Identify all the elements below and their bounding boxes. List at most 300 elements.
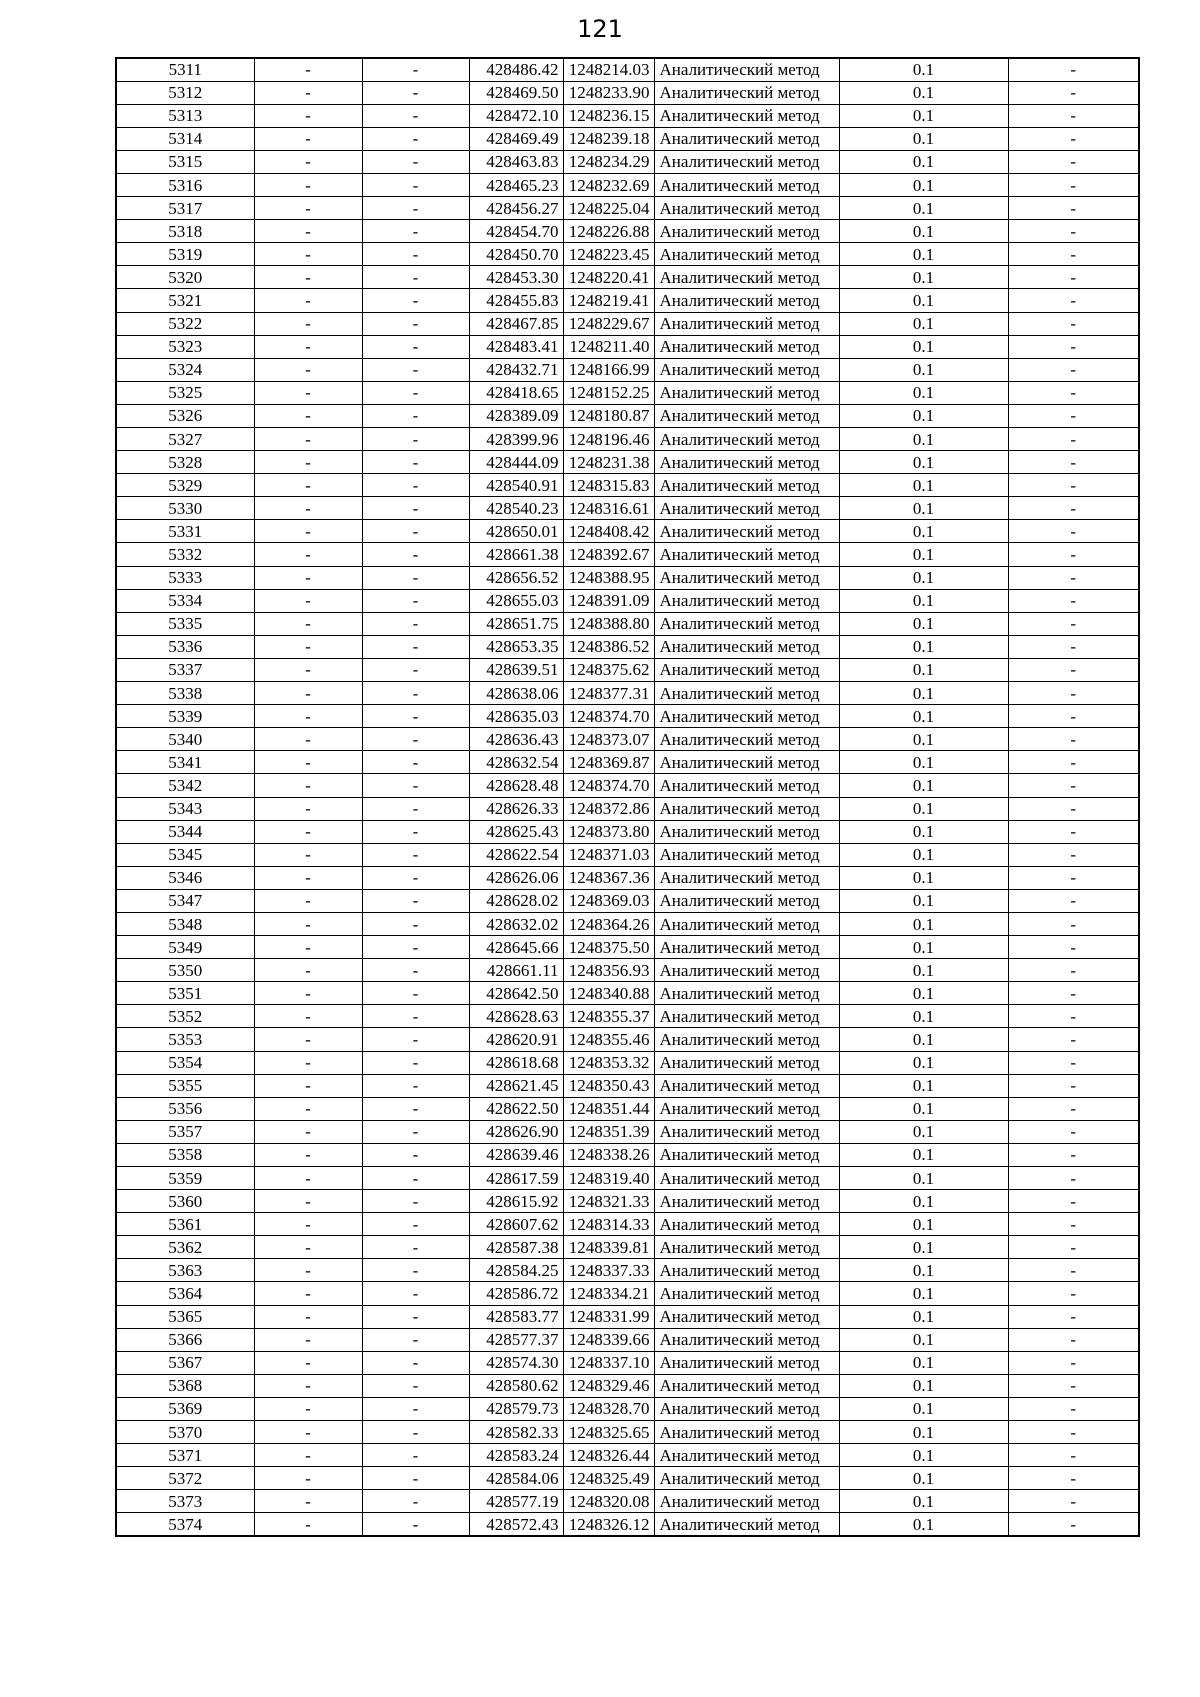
empty-dash-cell: - <box>362 1120 469 1143</box>
point-number-cell: 5320 <box>116 266 254 289</box>
accuracy-cell: 0.1 <box>839 381 1008 404</box>
point-number-cell: 5328 <box>116 451 254 474</box>
x-coordinate-cell: 428650.01 <box>469 520 563 543</box>
empty-dash-cell: - <box>1008 1444 1139 1467</box>
point-number-cell: 5353 <box>116 1028 254 1051</box>
y-coordinate-cell: 1248232.69 <box>563 173 654 196</box>
x-coordinate-cell: 428582.33 <box>469 1421 563 1444</box>
empty-dash-cell: - <box>362 358 469 381</box>
empty-dash-cell: - <box>1008 774 1139 797</box>
accuracy-cell: 0.1 <box>839 543 1008 566</box>
x-coordinate-cell: 428626.33 <box>469 797 563 820</box>
empty-dash-cell: - <box>362 381 469 404</box>
table-body <box>116 58 1139 1536</box>
point-number-cell: 5319 <box>116 243 254 266</box>
y-coordinate-cell: 1248386.52 <box>563 635 654 658</box>
point-number-cell: 5374 <box>116 1513 254 1536</box>
table-row <box>116 1190 1139 1213</box>
x-coordinate-cell: 428577.19 <box>469 1490 563 1513</box>
table-row <box>116 312 1139 335</box>
table-row <box>116 1236 1139 1259</box>
point-number-cell: 5354 <box>116 1051 254 1074</box>
empty-dash-cell: - <box>254 543 362 566</box>
point-number-cell: 5323 <box>116 335 254 358</box>
accuracy-cell: 0.1 <box>839 1074 1008 1097</box>
accuracy-cell: 0.1 <box>839 428 1008 451</box>
table-row <box>116 243 1139 266</box>
empty-dash-cell: - <box>1008 635 1139 658</box>
method-cell: Аналитический метод <box>654 1190 839 1213</box>
x-coordinate-cell: 428469.50 <box>469 81 563 104</box>
y-coordinate-cell: 1248166.99 <box>563 358 654 381</box>
empty-dash-cell: - <box>1008 197 1139 220</box>
method-cell: Аналитический метод <box>654 1374 839 1397</box>
empty-dash-cell: - <box>1008 1074 1139 1097</box>
table-row <box>116 774 1139 797</box>
accuracy-cell: 0.1 <box>839 266 1008 289</box>
method-cell: Аналитический метод <box>654 612 839 635</box>
empty-dash-cell: - <box>362 566 469 589</box>
accuracy-cell: 0.1 <box>839 58 1008 81</box>
empty-dash-cell: - <box>1008 1397 1139 1420</box>
empty-dash-cell: - <box>254 497 362 520</box>
empty-dash-cell: - <box>1008 335 1139 358</box>
method-cell: Аналитический метод <box>654 197 839 220</box>
method-cell: Аналитический метод <box>654 658 839 681</box>
accuracy-cell: 0.1 <box>839 866 1008 889</box>
point-number-cell: 5334 <box>116 589 254 612</box>
empty-dash-cell: - <box>1008 705 1139 728</box>
y-coordinate-cell: 1248211.40 <box>563 335 654 358</box>
empty-dash-cell: - <box>254 243 362 266</box>
empty-dash-cell: - <box>254 520 362 543</box>
y-coordinate-cell: 1248391.09 <box>563 589 654 612</box>
table-row <box>116 912 1139 935</box>
point-number-cell: 5346 <box>116 866 254 889</box>
empty-dash-cell: - <box>362 1167 469 1190</box>
empty-dash-cell: - <box>362 658 469 681</box>
empty-dash-cell: - <box>254 1374 362 1397</box>
point-number-cell: 5321 <box>116 289 254 312</box>
table-row <box>116 1167 1139 1190</box>
x-coordinate-cell: 428432.71 <box>469 358 563 381</box>
empty-dash-cell: - <box>1008 843 1139 866</box>
method-cell: Аналитический метод <box>654 266 839 289</box>
y-coordinate-cell: 1248233.90 <box>563 81 654 104</box>
empty-dash-cell: - <box>362 1282 469 1305</box>
point-number-cell: 5357 <box>116 1120 254 1143</box>
y-coordinate-cell: 1248372.86 <box>563 797 654 820</box>
empty-dash-cell: - <box>362 912 469 935</box>
accuracy-cell: 0.1 <box>839 150 1008 173</box>
empty-dash-cell: - <box>254 1513 362 1536</box>
y-coordinate-cell: 1248326.44 <box>563 1444 654 1467</box>
x-coordinate-cell: 428584.25 <box>469 1259 563 1282</box>
empty-dash-cell: - <box>362 543 469 566</box>
point-number-cell: 5339 <box>116 705 254 728</box>
empty-dash-cell: - <box>362 797 469 820</box>
table-row <box>116 889 1139 912</box>
accuracy-cell: 0.1 <box>839 1513 1008 1536</box>
table-row <box>116 589 1139 612</box>
empty-dash-cell: - <box>254 1305 362 1328</box>
empty-dash-cell: - <box>1008 58 1139 81</box>
y-coordinate-cell: 1248373.80 <box>563 820 654 843</box>
table-row <box>116 1490 1139 1513</box>
empty-dash-cell: - <box>362 889 469 912</box>
table-row <box>116 635 1139 658</box>
empty-dash-cell: - <box>254 728 362 751</box>
point-number-cell: 5313 <box>116 104 254 127</box>
table-row <box>116 58 1139 81</box>
table-row <box>116 936 1139 959</box>
x-coordinate-cell: 428622.50 <box>469 1097 563 1120</box>
x-coordinate-cell: 428656.52 <box>469 566 563 589</box>
x-coordinate-cell: 428444.09 <box>469 451 563 474</box>
empty-dash-cell: - <box>1008 428 1139 451</box>
method-cell: Аналитический метод <box>654 1213 839 1236</box>
accuracy-cell: 0.1 <box>839 312 1008 335</box>
empty-dash-cell: - <box>254 150 362 173</box>
empty-dash-cell: - <box>254 820 362 843</box>
method-cell: Аналитический метод <box>654 982 839 1005</box>
empty-dash-cell: - <box>362 197 469 220</box>
table-row <box>116 1213 1139 1236</box>
point-number-cell: 5324 <box>116 358 254 381</box>
empty-dash-cell: - <box>362 843 469 866</box>
method-cell: Аналитический метод <box>654 705 839 728</box>
x-coordinate-cell: 428453.30 <box>469 266 563 289</box>
method-cell: Аналитический метод <box>654 1051 839 1074</box>
point-number-cell: 5316 <box>116 173 254 196</box>
accuracy-cell: 0.1 <box>839 705 1008 728</box>
accuracy-cell: 0.1 <box>839 658 1008 681</box>
point-number-cell: 5325 <box>116 381 254 404</box>
x-coordinate-cell: 428574.30 <box>469 1351 563 1374</box>
accuracy-cell: 0.1 <box>839 959 1008 982</box>
x-coordinate-cell: 428455.83 <box>469 289 563 312</box>
empty-dash-cell: - <box>1008 451 1139 474</box>
empty-dash-cell: - <box>362 751 469 774</box>
y-coordinate-cell: 1248315.83 <box>563 474 654 497</box>
y-coordinate-cell: 1248374.70 <box>563 774 654 797</box>
empty-dash-cell: - <box>362 1305 469 1328</box>
point-number-cell: 5345 <box>116 843 254 866</box>
x-coordinate-cell: 428638.06 <box>469 682 563 705</box>
accuracy-cell: 0.1 <box>839 289 1008 312</box>
method-cell: Аналитический метод <box>654 404 839 427</box>
method-cell: Аналитический метод <box>654 1444 839 1467</box>
empty-dash-cell: - <box>254 1005 362 1028</box>
point-number-cell: 5356 <box>116 1097 254 1120</box>
table-row <box>116 1005 1139 1028</box>
empty-dash-cell: - <box>254 428 362 451</box>
empty-dash-cell: - <box>254 451 362 474</box>
x-coordinate-cell: 428639.51 <box>469 658 563 681</box>
method-cell: Аналитический метод <box>654 520 839 543</box>
empty-dash-cell: - <box>254 1421 362 1444</box>
empty-dash-cell: - <box>254 127 362 150</box>
table-row <box>116 266 1139 289</box>
x-coordinate-cell: 428642.50 <box>469 982 563 1005</box>
empty-dash-cell: - <box>254 1328 362 1351</box>
y-coordinate-cell: 1248229.67 <box>563 312 654 335</box>
empty-dash-cell: - <box>1008 1190 1139 1213</box>
y-coordinate-cell: 1248339.81 <box>563 1236 654 1259</box>
method-cell: Аналитический метод <box>654 1490 839 1513</box>
x-coordinate-cell: 428540.91 <box>469 474 563 497</box>
table-row <box>116 197 1139 220</box>
empty-dash-cell: - <box>362 127 469 150</box>
accuracy-cell: 0.1 <box>839 197 1008 220</box>
point-number-cell: 5342 <box>116 774 254 797</box>
y-coordinate-cell: 1248319.40 <box>563 1167 654 1190</box>
point-number-cell: 5315 <box>116 150 254 173</box>
accuracy-cell: 0.1 <box>839 127 1008 150</box>
accuracy-cell: 0.1 <box>839 1421 1008 1444</box>
empty-dash-cell: - <box>1008 289 1139 312</box>
x-coordinate-cell: 428579.73 <box>469 1397 563 1420</box>
accuracy-cell: 0.1 <box>839 843 1008 866</box>
empty-dash-cell: - <box>362 1074 469 1097</box>
method-cell: Аналитический метод <box>654 428 839 451</box>
table-row <box>116 289 1139 312</box>
accuracy-cell: 0.1 <box>839 1005 1008 1028</box>
y-coordinate-cell: 1248375.62 <box>563 658 654 681</box>
empty-dash-cell: - <box>1008 520 1139 543</box>
empty-dash-cell: - <box>362 1097 469 1120</box>
method-cell: Аналитический метод <box>654 1236 839 1259</box>
point-number-cell: 5343 <box>116 797 254 820</box>
table-row <box>116 1305 1139 1328</box>
empty-dash-cell: - <box>254 1143 362 1166</box>
x-coordinate-cell: 428463.83 <box>469 150 563 173</box>
table-row <box>116 566 1139 589</box>
table-row <box>116 173 1139 196</box>
table-row <box>116 1467 1139 1490</box>
y-coordinate-cell: 1248236.15 <box>563 104 654 127</box>
point-number-cell: 5326 <box>116 404 254 427</box>
empty-dash-cell: - <box>1008 127 1139 150</box>
y-coordinate-cell: 1248316.61 <box>563 497 654 520</box>
y-coordinate-cell: 1248196.46 <box>563 428 654 451</box>
method-cell: Аналитический метод <box>654 566 839 589</box>
empty-dash-cell: - <box>362 936 469 959</box>
table-row <box>116 843 1139 866</box>
method-cell: Аналитический метод <box>654 936 839 959</box>
point-number-cell: 5332 <box>116 543 254 566</box>
empty-dash-cell: - <box>362 243 469 266</box>
accuracy-cell: 0.1 <box>839 1374 1008 1397</box>
empty-dash-cell: - <box>362 497 469 520</box>
empty-dash-cell: - <box>362 173 469 196</box>
empty-dash-cell: - <box>1008 1282 1139 1305</box>
table-row <box>116 428 1139 451</box>
point-number-cell: 5331 <box>116 520 254 543</box>
point-number-cell: 5368 <box>116 1374 254 1397</box>
y-coordinate-cell: 1248369.03 <box>563 889 654 912</box>
method-cell: Аналитический метод <box>654 451 839 474</box>
empty-dash-cell: - <box>362 1374 469 1397</box>
y-coordinate-cell: 1248152.25 <box>563 381 654 404</box>
method-cell: Аналитический метод <box>654 127 839 150</box>
point-number-cell: 5373 <box>116 1490 254 1513</box>
y-coordinate-cell: 1248220.41 <box>563 266 654 289</box>
empty-dash-cell: - <box>1008 381 1139 404</box>
table-row <box>116 1259 1139 1282</box>
x-coordinate-cell: 428615.92 <box>469 1190 563 1213</box>
point-number-cell: 5369 <box>116 1397 254 1420</box>
empty-dash-cell: - <box>362 220 469 243</box>
accuracy-cell: 0.1 <box>839 173 1008 196</box>
empty-dash-cell: - <box>1008 1259 1139 1282</box>
empty-dash-cell: - <box>254 959 362 982</box>
method-cell: Аналитический метод <box>654 150 839 173</box>
point-number-cell: 5372 <box>116 1467 254 1490</box>
x-coordinate-cell: 428584.06 <box>469 1467 563 1490</box>
table-row <box>116 497 1139 520</box>
y-coordinate-cell: 1248337.10 <box>563 1351 654 1374</box>
x-coordinate-cell: 428655.03 <box>469 589 563 612</box>
point-number-cell: 5352 <box>116 1005 254 1028</box>
accuracy-cell: 0.1 <box>839 1351 1008 1374</box>
accuracy-cell: 0.1 <box>839 474 1008 497</box>
y-coordinate-cell: 1248334.21 <box>563 1282 654 1305</box>
empty-dash-cell: - <box>254 58 362 81</box>
x-coordinate-cell: 428586.72 <box>469 1282 563 1305</box>
point-number-cell: 5327 <box>116 428 254 451</box>
empty-dash-cell: - <box>1008 1097 1139 1120</box>
y-coordinate-cell: 1248388.80 <box>563 612 654 635</box>
table-row <box>116 358 1139 381</box>
x-coordinate-cell: 428486.42 <box>469 58 563 81</box>
empty-dash-cell: - <box>1008 982 1139 1005</box>
x-coordinate-cell: 428645.66 <box>469 936 563 959</box>
accuracy-cell: 0.1 <box>839 1028 1008 1051</box>
table-row <box>116 104 1139 127</box>
point-number-cell: 5338 <box>116 682 254 705</box>
empty-dash-cell: - <box>362 728 469 751</box>
empty-dash-cell: - <box>362 774 469 797</box>
empty-dash-cell: - <box>1008 1490 1139 1513</box>
y-coordinate-cell: 1248326.12 <box>563 1513 654 1536</box>
y-coordinate-cell: 1248219.41 <box>563 289 654 312</box>
empty-dash-cell: - <box>254 312 362 335</box>
point-number-cell: 5333 <box>116 566 254 589</box>
empty-dash-cell: - <box>1008 728 1139 751</box>
empty-dash-cell: - <box>254 1167 362 1190</box>
method-cell: Аналитический метод <box>654 820 839 843</box>
y-coordinate-cell: 1248374.70 <box>563 705 654 728</box>
x-coordinate-cell: 428472.10 <box>469 104 563 127</box>
x-coordinate-cell: 428620.91 <box>469 1028 563 1051</box>
empty-dash-cell: - <box>362 635 469 658</box>
x-coordinate-cell: 428628.02 <box>469 889 563 912</box>
point-number-cell: 5317 <box>116 197 254 220</box>
table-row <box>116 1374 1139 1397</box>
point-number-cell: 5348 <box>116 912 254 935</box>
empty-dash-cell: - <box>1008 589 1139 612</box>
method-cell: Аналитический метод <box>654 243 839 266</box>
method-cell: Аналитический метод <box>654 912 839 935</box>
empty-dash-cell: - <box>362 982 469 1005</box>
x-coordinate-cell: 428636.43 <box>469 728 563 751</box>
empty-dash-cell: - <box>1008 1143 1139 1166</box>
empty-dash-cell: - <box>362 1028 469 1051</box>
table-row <box>116 335 1139 358</box>
empty-dash-cell: - <box>362 474 469 497</box>
x-coordinate-cell: 428467.85 <box>469 312 563 335</box>
method-cell: Аналитический метод <box>654 1097 839 1120</box>
table-row <box>116 474 1139 497</box>
empty-dash-cell: - <box>362 404 469 427</box>
method-cell: Аналитический метод <box>654 173 839 196</box>
table-row <box>116 1051 1139 1074</box>
y-coordinate-cell: 1248214.03 <box>563 58 654 81</box>
y-coordinate-cell: 1248408.42 <box>563 520 654 543</box>
y-coordinate-cell: 1248226.88 <box>563 220 654 243</box>
empty-dash-cell: - <box>254 889 362 912</box>
method-cell: Аналитический метод <box>654 1397 839 1420</box>
empty-dash-cell: - <box>1008 1374 1139 1397</box>
accuracy-cell: 0.1 <box>839 682 1008 705</box>
x-coordinate-cell: 428621.45 <box>469 1074 563 1097</box>
empty-dash-cell: - <box>254 705 362 728</box>
accuracy-cell: 0.1 <box>839 1259 1008 1282</box>
empty-dash-cell: - <box>362 289 469 312</box>
method-cell: Аналитический метод <box>654 1282 839 1305</box>
accuracy-cell: 0.1 <box>839 912 1008 935</box>
empty-dash-cell: - <box>1008 820 1139 843</box>
point-number-cell: 5330 <box>116 497 254 520</box>
empty-dash-cell: - <box>362 266 469 289</box>
method-cell: Аналитический метод <box>654 220 839 243</box>
page-number: 121 <box>577 15 623 43</box>
empty-dash-cell: - <box>254 289 362 312</box>
table-row <box>116 682 1139 705</box>
point-number-cell: 5318 <box>116 220 254 243</box>
x-coordinate-cell: 428625.43 <box>469 820 563 843</box>
method-cell: Аналитический метод <box>654 959 839 982</box>
point-number-cell: 5349 <box>116 936 254 959</box>
y-coordinate-cell: 1248223.45 <box>563 243 654 266</box>
method-cell: Аналитический метод <box>654 358 839 381</box>
y-coordinate-cell: 1248339.66 <box>563 1328 654 1351</box>
empty-dash-cell: - <box>362 682 469 705</box>
x-coordinate-cell: 428450.70 <box>469 243 563 266</box>
empty-dash-cell: - <box>254 612 362 635</box>
y-coordinate-cell: 1248350.43 <box>563 1074 654 1097</box>
point-number-cell: 5360 <box>116 1190 254 1213</box>
empty-dash-cell: - <box>254 1397 362 1420</box>
table-row <box>116 1444 1139 1467</box>
y-coordinate-cell: 1248340.88 <box>563 982 654 1005</box>
x-coordinate-cell: 428469.49 <box>469 127 563 150</box>
accuracy-cell: 0.1 <box>839 566 1008 589</box>
table-row <box>116 751 1139 774</box>
table-row <box>116 1074 1139 1097</box>
point-number-cell: 5371 <box>116 1444 254 1467</box>
accuracy-cell: 0.1 <box>839 1305 1008 1328</box>
empty-dash-cell: - <box>254 1051 362 1074</box>
point-number-cell: 5361 <box>116 1213 254 1236</box>
empty-dash-cell: - <box>1008 866 1139 889</box>
table-row <box>116 705 1139 728</box>
point-number-cell: 5337 <box>116 658 254 681</box>
method-cell: Аналитический метод <box>654 1074 839 1097</box>
method-cell: Аналитический метод <box>654 58 839 81</box>
empty-dash-cell: - <box>254 589 362 612</box>
